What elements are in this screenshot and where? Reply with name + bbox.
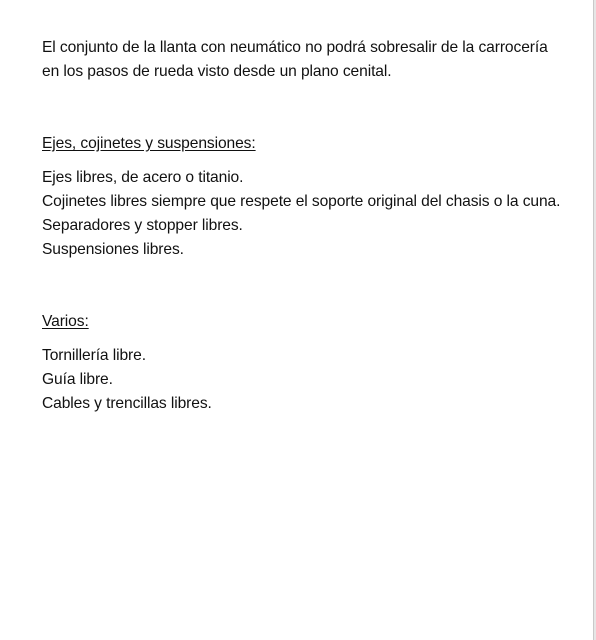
section-heading-various: Varios: [42,313,89,330]
list-item: Separadores y stopper libres. [42,217,243,234]
intro-paragraph: El conjunto de la llanta con neumático no podrá sobresalir de la carrocería en los pasos de rueda visto desde un plano cenital. [42,39,548,80]
list-item: Suspensiones libres. [42,241,184,258]
spacer [42,262,562,310]
document-body [42,36,562,416]
list-item: Guía libre. [42,371,113,388]
spacer [42,156,562,166]
list-item: Cables y trencillas libres. [42,395,212,412]
spacer [42,334,562,344]
section-heading-axles: Ejes, cojinetes y suspensiones: [42,135,256,152]
list-item: Tornillería libre. [42,347,146,364]
list-item: Ejes libres, de acero o titanio. [42,169,244,186]
spacer [42,84,562,132]
list-item: Cojinetes libres siempre que respete el soporte original del chasis o la cuna. [42,193,561,210]
